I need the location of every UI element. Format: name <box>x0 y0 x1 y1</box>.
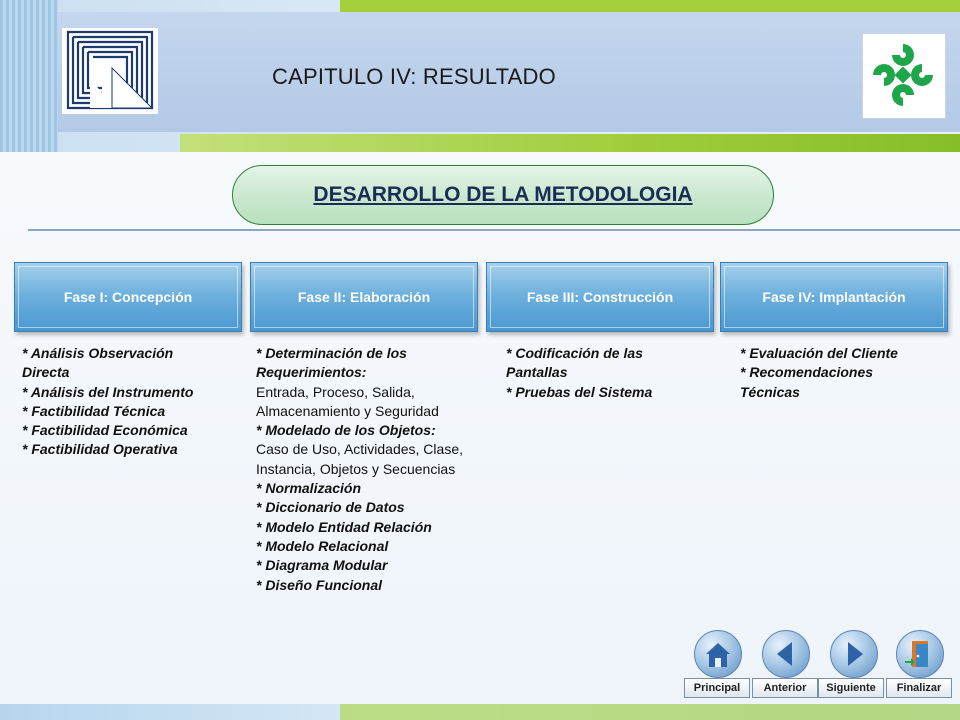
detail-line: * Análisis del Instrumento <box>22 383 194 400</box>
page-title: CAPITULO IV: RESULTADO <box>272 64 556 89</box>
arrow-left-icon <box>763 631 809 677</box>
detail-line: Almacenamiento y Seguridad <box>256 402 439 419</box>
partner-logo <box>862 33 946 119</box>
detail-line: * Factibilidad Económica <box>22 422 188 439</box>
detail-line: * Pruebas del Sistema <box>506 383 653 400</box>
siguiente-button[interactable]: Siguiente <box>818 678 884 698</box>
anterior-button[interactable]: Anterior <box>752 678 818 698</box>
previous-button[interactable] <box>762 630 810 678</box>
divider <box>28 229 960 231</box>
detail-line: Instancia, Objetos y Secuencias <box>256 460 456 477</box>
detail-line: * Modelo Relacional <box>256 537 389 554</box>
phase-3-label: Fase III: Construcción <box>526 289 674 305</box>
phase-4-label: Fase IV: Implantación <box>762 289 906 305</box>
arrow-right-icon <box>831 631 877 677</box>
detail-line: Requerimientos: <box>256 364 367 381</box>
detail-line: * Modelo Entidad Relación <box>256 518 432 535</box>
detail-line: * Análisis Observación <box>22 345 174 361</box>
detail-line: * Factibilidad Técnica <box>22 402 166 419</box>
phase-4-header <box>720 262 948 332</box>
phase-1-header <box>14 262 242 332</box>
phase-3-header <box>486 262 714 332</box>
home-button[interactable] <box>694 630 742 678</box>
section-title-banner <box>232 165 774 225</box>
detail-line: * Diagrama Modular <box>256 557 388 574</box>
detail-line: * Diccionario de Datos <box>256 499 405 516</box>
section-title: DESARROLLO DE LA METODOLOGIA <box>313 183 693 206</box>
detail-line: Caso de Uso, Actividades, Clase, <box>256 441 463 458</box>
detail-line: * Evaluación del Cliente <box>740 345 898 361</box>
phase-3-details <box>506 344 716 402</box>
detail-line: * Recomendaciones <box>740 364 874 381</box>
detail-line: Entrada, Proceso, Salida, <box>256 383 415 400</box>
footer-bar <box>0 704 960 720</box>
detail-line: * Modelado de los Objetos: <box>256 422 436 439</box>
phase-1-label: Fase I: Concepción <box>63 289 193 305</box>
finalizar-button[interactable]: Finalizar <box>886 678 952 698</box>
principal-button[interactable]: Principal <box>684 678 750 698</box>
detail-line: Directa <box>22 364 70 381</box>
detail-line: * Normalización <box>256 480 362 497</box>
exit-door-icon <box>897 631 943 677</box>
exit-button[interactable] <box>896 630 944 678</box>
next-button[interactable] <box>830 630 878 678</box>
home-icon <box>695 631 741 677</box>
phase-4-details <box>740 344 950 402</box>
detail-line: Pantallas <box>506 364 568 381</box>
phase-2-label: Fase II: Elaboración <box>297 289 431 305</box>
phase-1-details <box>22 344 242 460</box>
detail-line: * Diseño Funcional <box>256 576 383 593</box>
detail-line: Técnicas <box>740 383 800 400</box>
detail-line: * Factibilidad Operativa <box>22 441 178 458</box>
detail-line: * Codificación de las <box>506 345 643 361</box>
detail-line: * Determinación de los <box>256 345 407 361</box>
phase-2-details <box>256 344 496 595</box>
phase-2-header <box>250 262 478 332</box>
institution-logo <box>62 28 158 114</box>
